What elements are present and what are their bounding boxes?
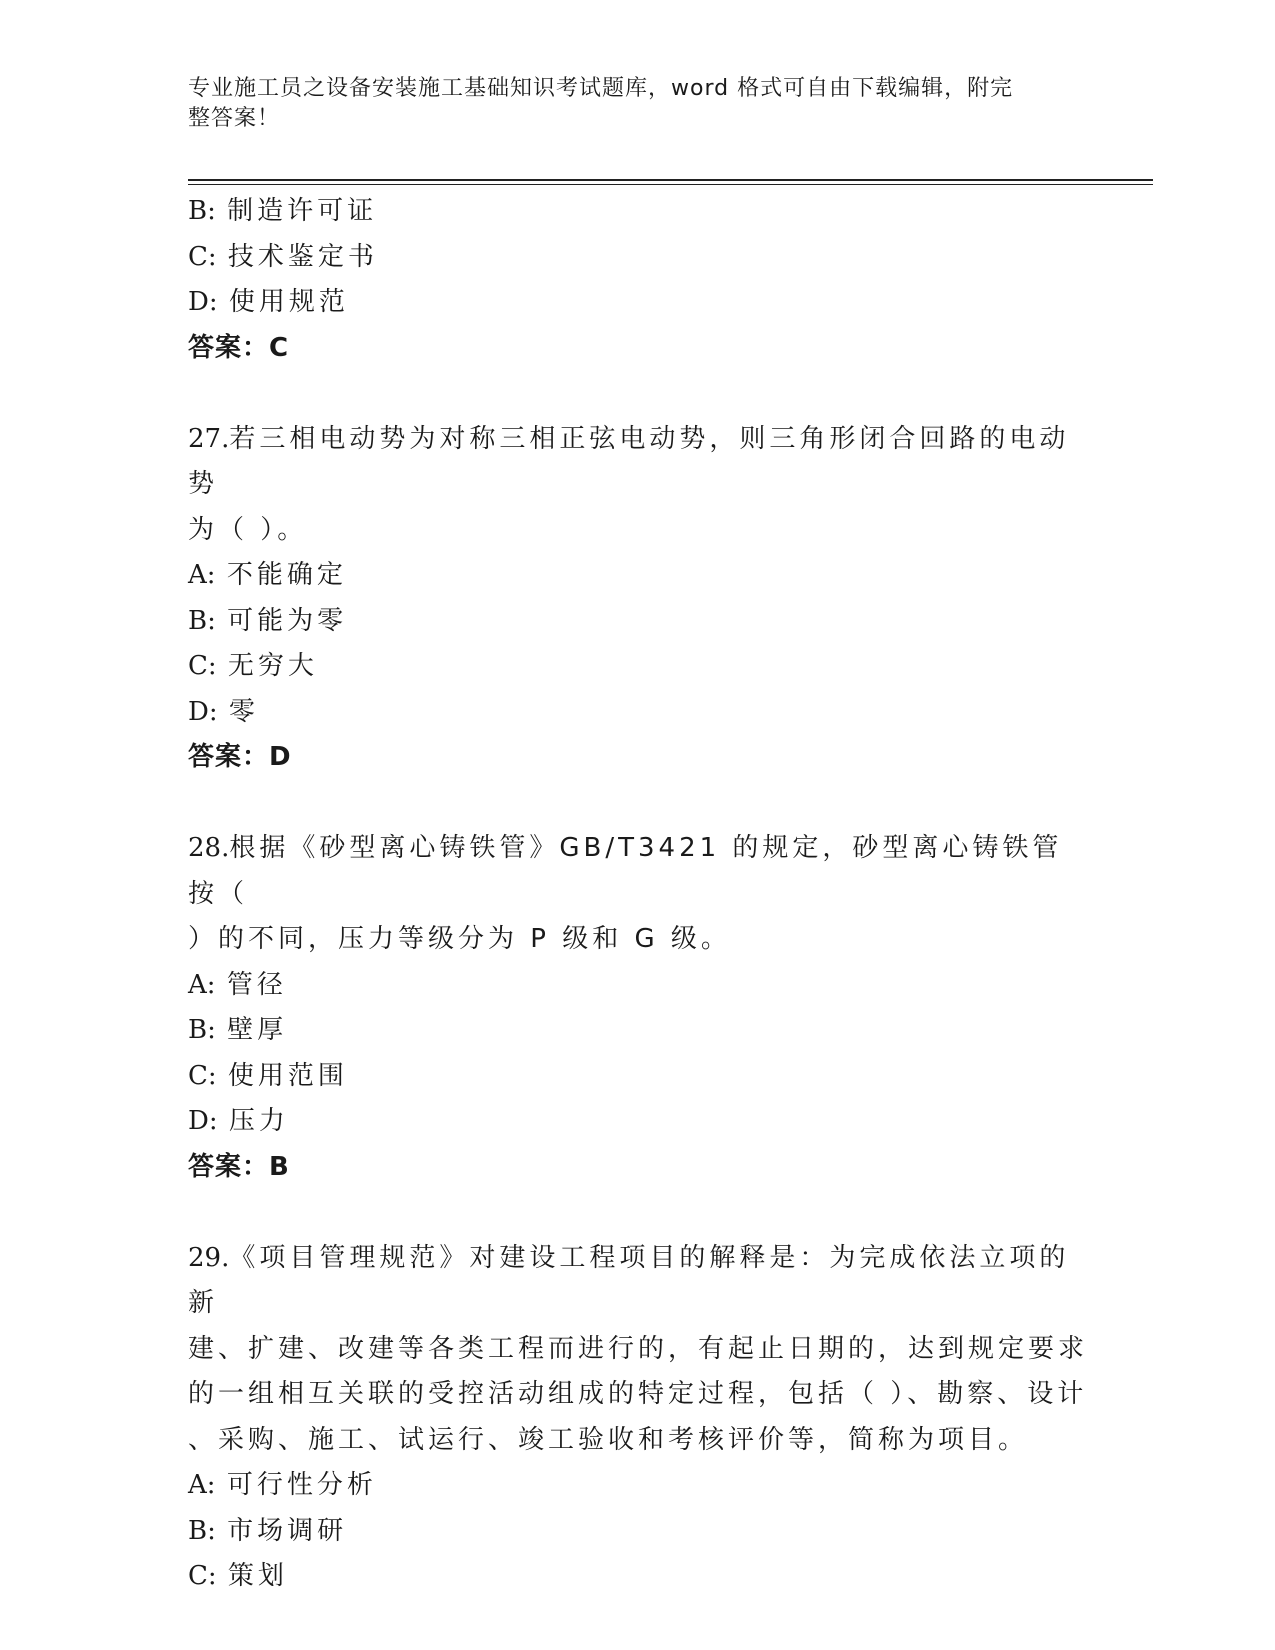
option-a bbox=[188, 553, 1088, 599]
question-stem-text: 若三相电动势为对称三相正弦电动势，则三角形闭合回路的电动势 bbox=[188, 423, 1070, 499]
header-rule-thick bbox=[188, 179, 1153, 181]
option-text: 使用范围 bbox=[227, 1060, 348, 1091]
option-d bbox=[188, 690, 1088, 736]
question-stem-line: 的一组相互关联的受控活动组成的特定过程，包括（ ）、勘察、设计 bbox=[188, 1379, 1088, 1409]
option-letter: D: bbox=[188, 696, 218, 727]
option-b bbox=[188, 189, 1088, 235]
question-stem-line bbox=[188, 826, 1088, 917]
option-letter: D: bbox=[188, 287, 218, 317]
option-text: 可行性分析 bbox=[226, 1470, 377, 1500]
question-list bbox=[188, 189, 1088, 1600]
option-letter: B: bbox=[188, 196, 216, 226]
option-text: 使用规范 bbox=[228, 287, 349, 317]
option-b bbox=[188, 1509, 1088, 1555]
option-text: 管径 bbox=[226, 969, 287, 1000]
question-stem-text: 《项目管理规范》对建设工程项目的解释是：为完成依法立项的新 bbox=[188, 1242, 1070, 1318]
header-line-2: 整答案！ bbox=[188, 106, 281, 131]
option-text: 可能为零 bbox=[227, 605, 348, 636]
option-text: 无穷大 bbox=[227, 651, 318, 681]
question-stem-line: ）的不同，压力等级分为 P 级和 G 级。 bbox=[188, 924, 731, 954]
question-number: 29. bbox=[188, 1242, 230, 1273]
option-letter: B: bbox=[188, 1015, 216, 1045]
option-c bbox=[188, 235, 1088, 281]
option-letter: B: bbox=[188, 1515, 216, 1546]
question-stem-line: 建、扩建、改建等各类工程而进行的，有起止日期的，达到规定要求 bbox=[188, 1333, 1089, 1364]
option-b bbox=[188, 599, 1088, 645]
option-text: 策划 bbox=[227, 1561, 288, 1591]
question-stem-line bbox=[188, 417, 1088, 508]
question-number: 27. bbox=[188, 423, 230, 454]
question-stem-text: 根据《砂型离心铸铁管》GB/T3421 的规定，砂型离心铸铁管按（ bbox=[188, 833, 1063, 909]
page-header bbox=[188, 74, 1068, 134]
option-letter: C: bbox=[188, 1561, 217, 1591]
option-letter: A: bbox=[188, 560, 216, 590]
option-letter: C: bbox=[188, 1060, 217, 1091]
option-text: 壁厚 bbox=[227, 1015, 288, 1045]
option-letter: D: bbox=[188, 1106, 218, 1136]
option-text: 零 bbox=[228, 696, 259, 727]
option-text: 压力 bbox=[228, 1106, 289, 1136]
spacer bbox=[188, 1190, 1088, 1236]
option-letter: A: bbox=[188, 969, 216, 1000]
option-c bbox=[188, 1054, 1088, 1100]
answer-line: 答案：B bbox=[188, 1151, 290, 1182]
option-letter: C: bbox=[188, 651, 217, 681]
answer-line: 答案：C bbox=[188, 332, 290, 363]
option-a bbox=[188, 963, 1088, 1009]
option-text: 技术鉴定书 bbox=[227, 241, 378, 272]
option-text: 不能确定 bbox=[226, 560, 347, 590]
option-d bbox=[188, 280, 1088, 326]
question-stem-line bbox=[188, 1236, 1088, 1327]
option-a bbox=[188, 1463, 1088, 1509]
question-29 bbox=[188, 1236, 1088, 1600]
spacer bbox=[188, 781, 1088, 827]
option-text: 市场调研 bbox=[227, 1515, 348, 1546]
option-b bbox=[188, 1008, 1088, 1054]
question-stem-line: 、采购、施工、试运行、竣工验收和考核评价等，简称为项目。 bbox=[188, 1424, 1029, 1455]
question-27 bbox=[188, 417, 1088, 781]
question-26-tail bbox=[188, 189, 1088, 371]
question-stem-line: 为（ ）。 bbox=[188, 514, 308, 545]
option-c bbox=[188, 1554, 1088, 1600]
option-letter: C: bbox=[188, 241, 217, 272]
header-rule-thin bbox=[188, 184, 1153, 185]
option-c bbox=[188, 644, 1088, 690]
question-number: 28. bbox=[188, 833, 230, 863]
spacer bbox=[188, 371, 1088, 417]
option-letter: B: bbox=[188, 605, 216, 636]
option-letter: A: bbox=[188, 1470, 216, 1500]
option-text: 制造许可证 bbox=[227, 196, 378, 226]
header-line-1: 专业施工员之设备安装施工基础知识考试题库，word 格式可自由下载编辑，附完 bbox=[188, 76, 1014, 101]
question-28 bbox=[188, 826, 1088, 1190]
answer-line: 答案：D bbox=[188, 742, 292, 772]
option-d bbox=[188, 1099, 1088, 1145]
